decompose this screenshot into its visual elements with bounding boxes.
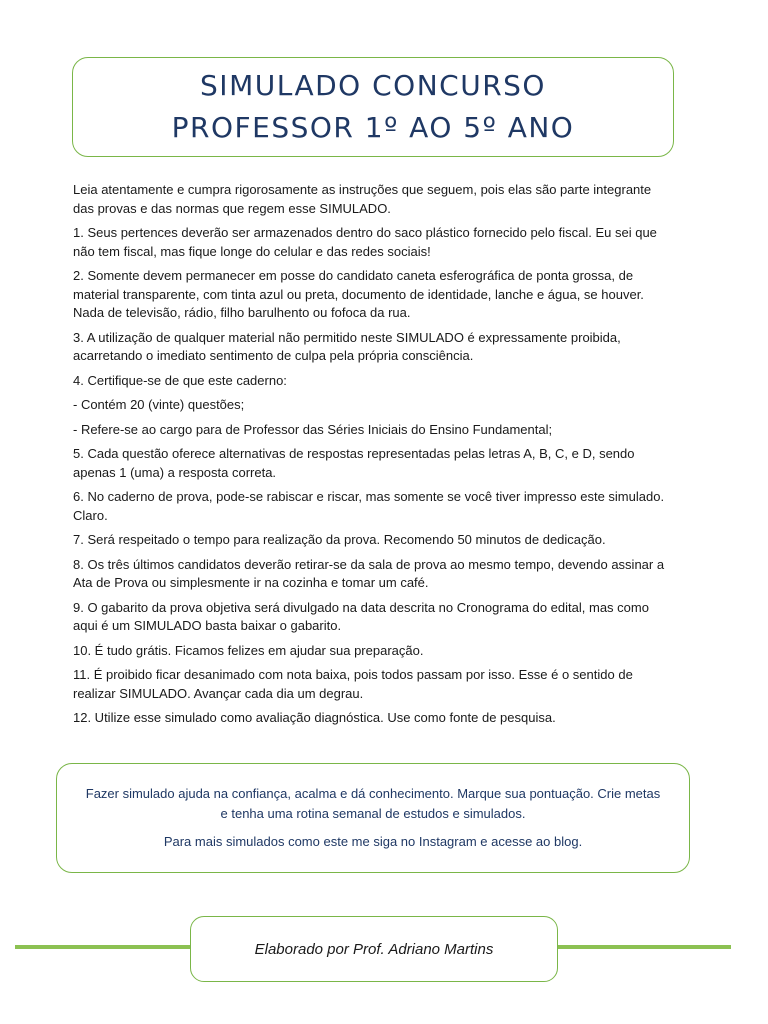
- instruction-item-7: 7. Será respeitado o tempo para realização da prova. Recomendo 50 minutos de dedicação.: [73, 532, 606, 547]
- instruction-item-4: 4. Certifique-se de que este caderno:: [73, 372, 287, 388]
- instruction-item-2: 2. Somente devem permanecer em posse do candidato caneta esferográfica de ponta grossa, de material transparente, com tinta azul ou preta, documento de identidade, lanche e água, se houver. Nada de televisão, rádio, filho barulhento ou fofoca da rua.: [73, 268, 644, 320]
- page-title-line-1: SIMULADO CONCURSO: [200, 69, 546, 102]
- info-text-motivation: Fazer simulado ajuda na confiança, acalma e dá conhecimento. Marque sua pontuação. Crie metas e tenha uma rotina semanal de estudos e simulados.: [85, 786, 661, 821]
- instruction-item-8: 8. Os três últimos candidatos deverão retirar-se da sala de prova ao mesmo tempo, devendo assinar a Ata de Prova ou simplesmente ir na cozinha e tomar um café.: [73, 556, 665, 590]
- info-text-follow: Para mais simulados como este me siga no Instagram e acesse ao blog.: [163, 834, 583, 849]
- instruction-item-9: 9. O gabarito da prova objetiva será divulgado na data descrita no Cronograma do edital, mas como aqui é um SIMULADO basta baixar o gabarito.: [73, 599, 649, 633]
- info-box: [56, 763, 690, 873]
- instructions-section: [73, 181, 673, 734]
- footer-credit-box: [190, 916, 558, 982]
- instruction-item-6: 6. No caderno de prova, pode-se rabiscar e riscar, mas somente se você tiver impresso este simulado. Claro.: [73, 489, 665, 523]
- page-title-line-2: PROFESSOR 1º AO 5º ANO: [171, 111, 575, 144]
- instructions-intro: Leia atentamente e cumpra rigorosamente as instruções que seguem, pois elas são parte integrante das provas e das normas que regem esse SIMULADO.: [73, 182, 652, 216]
- instruction-item-5: 5. Cada questão oferece alternativas de respostas representadas pelas letras A, B, C, e D, sendo apenas 1 (uma) a resposta correta.: [73, 446, 635, 480]
- title-box: [72, 57, 674, 157]
- footer-credit: Elaborado por Prof. Adriano Martins: [254, 940, 494, 958]
- instruction-item-1: 1. Seus pertences deverão ser armazenados dentro do saco plástico fornecido pelo fiscal. Eu sei que não tem fiscal, mas fique longe do celular e das redes sociais!: [73, 225, 657, 259]
- instruction-subitem-questions: - Contém 20 (vinte) questões;: [73, 397, 245, 412]
- instruction-item-3: 3. A utilização de qualquer material não permitido neste SIMULADO é expressamente proibida, acarretando o imediato sentimento de culpa pela própria consciência.: [73, 329, 621, 363]
- instruction-item-10: 10. É tudo grátis. Ficamos felizes em ajudar sua preparação.: [73, 642, 424, 658]
- instruction-item-11: 11. É proibido ficar desanimado com nota baixa, pois todos passam por isso. Esse é o sentido de realizar SIMULADO. Avançar cada dia um degrau.: [73, 667, 633, 701]
- instruction-item-12: 12. Utilize esse simulado como avaliação diagnóstica. Use como fonte de pesquisa.: [73, 710, 556, 725]
- instruction-subitem-position: - Refere-se ao cargo para de Professor das Séries Iniciais do Ensino Fundamental;: [73, 421, 553, 437]
